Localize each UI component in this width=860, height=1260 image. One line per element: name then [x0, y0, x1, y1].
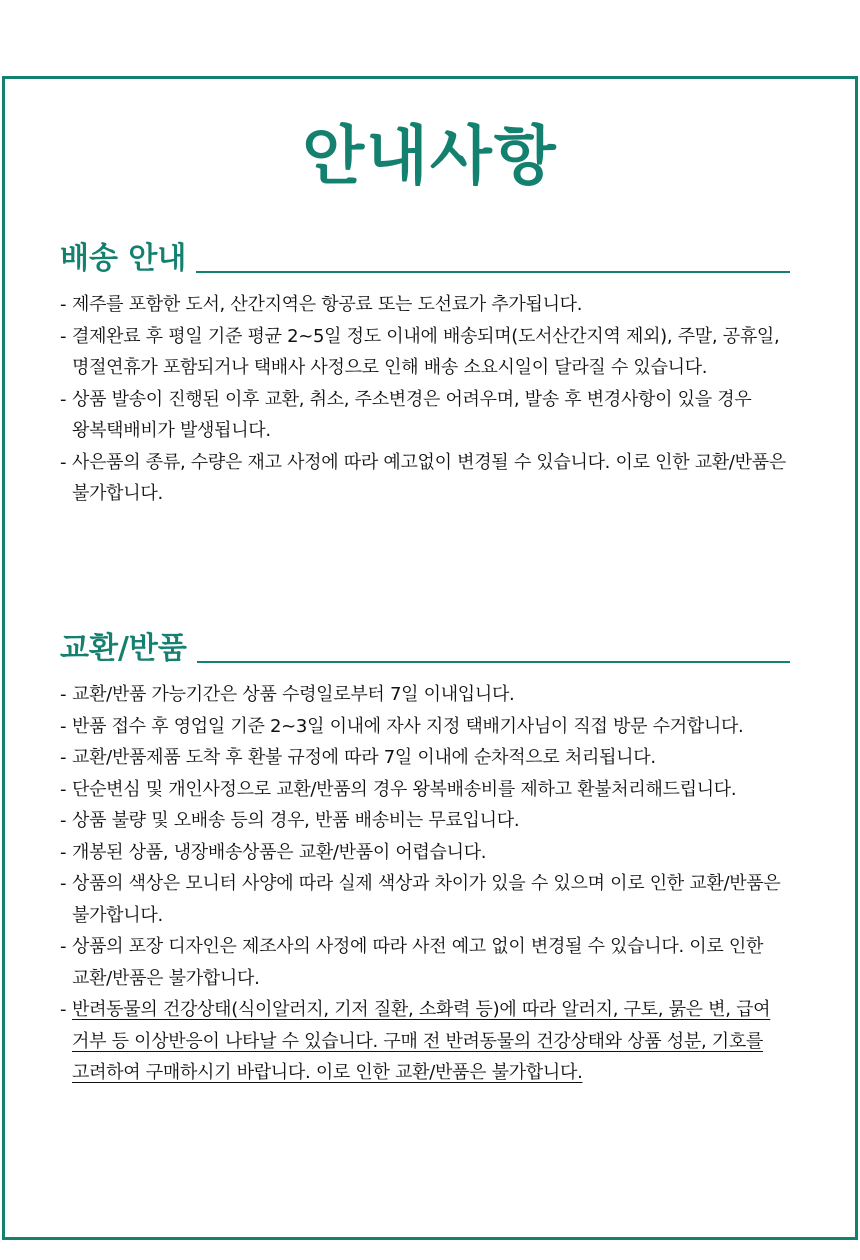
delivery-heading: 배송 안내 [60, 239, 196, 279]
list-item: - 상품의 색상은 모니터 사양에 따라 실제 색상과 차이가 있을 수 있으며 이로 인한 교환/반품은 불가합니다. [60, 873, 781, 926]
list-item: - 사은품의 종류, 수량은 재고 사정에 따라 예고없이 변경될 수 있습니다. 이로 인한 교환/반품은 불가합니다. [60, 451, 786, 504]
returns-heading: 교환/반품 [60, 629, 197, 669]
list-item: - 개봉된 상품, 냉장배송상품은 교환/반품이 어렵습니다. [60, 841, 487, 863]
list-item: - 교환/반품제품 도착 후 환불 규정에 따라 7일 이내에 순차적으로 처리됩니다. [60, 747, 656, 768]
list-item: - 단순변심 및 개인사정으로 교환/반품의 경우 왕복배송비를 제하고 환불처리해드립니다. [60, 778, 737, 800]
returns-list [60, 679, 790, 1089]
list-item: - 상품 불량 및 오배송 등의 경우, 반품 배송비는 무료입니다. [60, 810, 520, 831]
delivery-list [60, 289, 790, 510]
list-item: - 제주를 포함한 도서, 산간지역은 항공료 또는 도선료가 추가됩니다. [60, 294, 583, 315]
notice-frame [2, 76, 858, 1240]
list-item: - 교환/반품 가능기간은 상품 수령일로부터 7일 이내입니다. [60, 684, 515, 705]
list-item: - 반품 접수 후 영업일 기준 2~3일 이내에 자사 지정 택배기사님이 직접 방문 수거합니다. [60, 715, 744, 737]
page-title: 안내사항 [302, 120, 558, 194]
list-item: - 결제완료 후 평일 기준 평균 2~5일 정도 이내에 배송되며(도서산간지역 제외), 주말, 공휴일, 명절연휴가 포함되거나 택배사 사정으로 인해 배송 소요시일이 달라질 수 있습니다. [60, 325, 780, 378]
list-item: - 상품 발송이 진행된 이후 교환, 취소, 주소변경은 어려우며, 발송 후 변경사항이 있을 경우 왕복택배비가 발생됩니다. [60, 388, 752, 441]
delivery-heading-row [60, 239, 790, 285]
list-item-pet-health-notice: - 반려동물의 건강상태(식이알러지, 기저 질환, 소화력 등)에 따라 알러지, 구토, 묽은 변, 급여 거부 등 이상반응이 나타날 수 있습니다. 구매 전 반려동물의 건강상태와 상품 성분, 기호를 고려하여 구매하시기 바랍니다. 이로 인한 교환/반품은 불가합니다. [60, 999, 771, 1083]
returns-heading-row [60, 629, 790, 675]
list-item: - 상품의 포장 디자인은 제조사의 사정에 따라 사전 예고 없이 변경될 수 있습니다. 이로 인한 교환/반품은 불가합니다. [60, 936, 764, 989]
returns-section [60, 629, 790, 1089]
delivery-section [60, 239, 790, 510]
